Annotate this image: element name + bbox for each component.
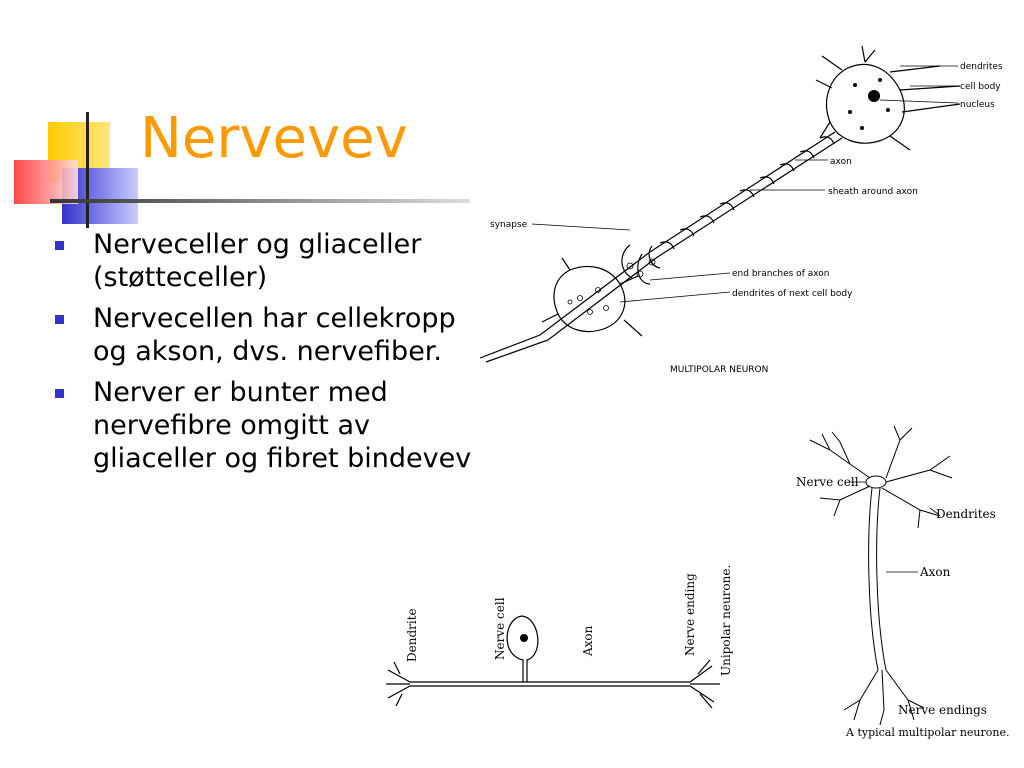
typical-axon bbox=[869, 488, 886, 670]
label-next-dendrites: dendrites of next cell body bbox=[732, 289, 853, 299]
unipolar-axon bbox=[410, 682, 690, 686]
nucleus-dot bbox=[868, 90, 880, 102]
bullet-square-icon bbox=[55, 241, 64, 250]
label-sheath: sheath around axon bbox=[828, 187, 918, 197]
bullet-square-icon bbox=[55, 389, 64, 398]
axon-sheath bbox=[660, 137, 834, 249]
label-dendrites: Dendrites bbox=[936, 507, 996, 521]
multipolar-neuron-figure bbox=[470, 40, 1020, 385]
bullet-item bbox=[55, 376, 475, 475]
bullet-item bbox=[55, 228, 475, 294]
unipolar-cell-body bbox=[507, 616, 538, 682]
bullet-square-icon bbox=[55, 315, 64, 324]
bullet-text: Nerver er bunter med nervefibre omgitt av gliaceller og fibret bindevev bbox=[93, 377, 472, 474]
bullet-item bbox=[55, 302, 475, 368]
label-axon: axon bbox=[830, 157, 852, 167]
deco-vertical-line bbox=[86, 112, 89, 228]
label-synapse: synapse bbox=[490, 220, 528, 230]
figure-caption: Unipolar neurone. bbox=[719, 564, 733, 676]
cell-body-outline bbox=[827, 64, 905, 143]
next-cell-body-outline bbox=[554, 266, 625, 331]
unipolar-neuron-figure bbox=[380, 560, 740, 720]
figure-caption: A typical multipolar neurone. bbox=[846, 726, 1010, 739]
label-nerve-cell: Nerve cell bbox=[493, 597, 507, 660]
label-nerve-ending: Nerve ending bbox=[683, 573, 697, 656]
label-cell-body: cell body bbox=[960, 82, 1001, 92]
bullet-text: Nerveceller og gliaceller (støtteceller) bbox=[93, 229, 422, 293]
deco-horizontal-line bbox=[50, 199, 470, 203]
deco-red-square bbox=[14, 160, 78, 204]
typical-neuron-figure bbox=[790, 420, 1010, 745]
label-axon: Axon bbox=[920, 565, 951, 579]
label-axon: Axon bbox=[581, 625, 595, 656]
slide-title: Nervevev bbox=[140, 106, 408, 171]
label-dendrites: dendrites bbox=[960, 62, 1003, 72]
figure-caption: MULTIPOLAR NEURON bbox=[670, 365, 769, 375]
label-dendrite: Dendrite bbox=[405, 608, 419, 662]
label-nerve-cell: Nerve cell bbox=[796, 475, 859, 489]
bullet-text: Nervecellen har cellekropp og akson, dvs. nervefiber. bbox=[93, 303, 456, 367]
axon-path bbox=[650, 132, 842, 258]
label-nerve-endings: Nerve endings bbox=[898, 703, 987, 717]
label-end-branches: end branches of axon bbox=[732, 269, 830, 279]
bullet-list bbox=[55, 228, 475, 483]
label-nucleus: nucleus bbox=[960, 100, 995, 110]
